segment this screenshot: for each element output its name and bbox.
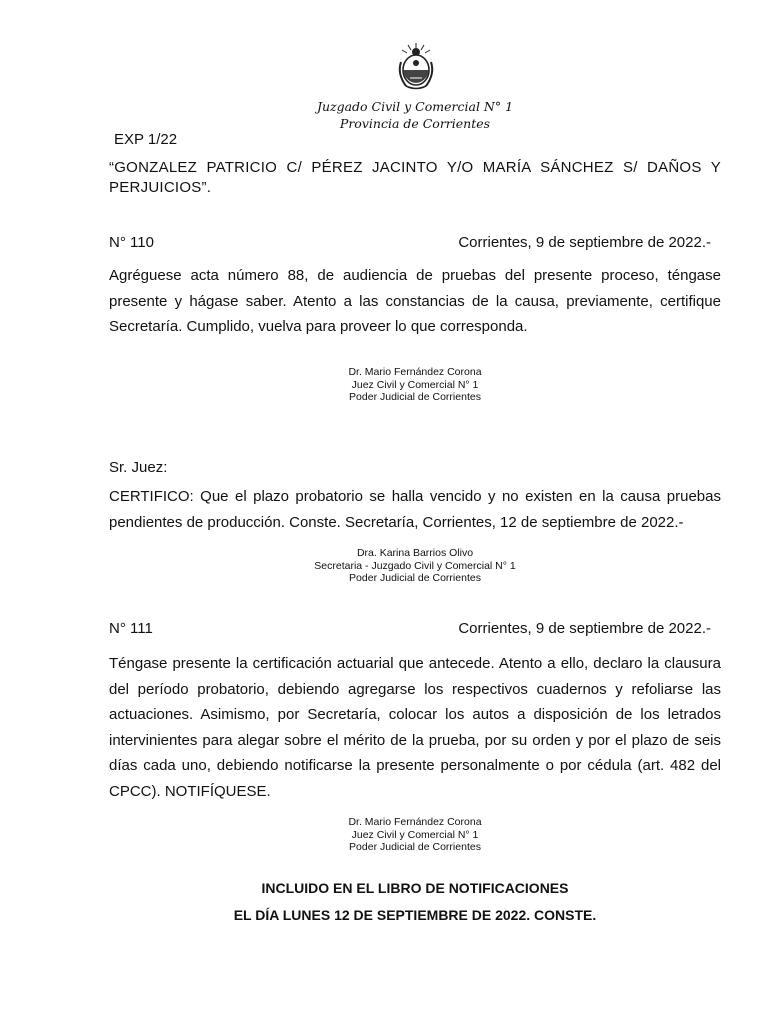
coat-of-arms-icon <box>394 42 438 92</box>
decree-111-date: Corrientes, 9 de septiembre de 2022.- <box>458 620 711 637</box>
court-name: Juzgado Civil y Comercial N° 1 <box>316 99 514 114</box>
decree-110-header <box>109 234 711 251</box>
decree-111-header <box>109 620 711 637</box>
case-number: EXP 1/22 <box>114 131 178 148</box>
case-title: “GONZALEZ PATRICIO C/ PÉREZ JACINTO Y/O MARÍA SÁNCHEZ S/ DAÑOS Y PERJUICIOS”. <box>109 159 721 196</box>
signature-name: Dra. Karina Barrios Olivo <box>356 547 474 559</box>
signature-name: Dr. Mario Fernández Corona <box>348 816 482 828</box>
decree-111-number: N° 111 <box>109 620 153 637</box>
court-province: Provincia de Corrientes <box>339 116 491 131</box>
signature-office: Poder Judicial de Corrientes <box>349 572 481 584</box>
certification-text: CERTIFICO: Que el plazo probatorio se halla vencido y no existen en la causa pruebas pendientes de producción. Conste. Secretaría, Corrientes, 12 de septiembre de 2022.- <box>109 488 721 531</box>
salutation: Sr. Juez: <box>109 459 168 476</box>
decree-111-signature <box>0 816 768 854</box>
notification-line-2: EL DÍA LUNES 12 DE SEPTIEMBRE DE 2022. CONSTE. <box>233 907 597 923</box>
decree-110-text: Agréguese acta número 88, de audiencia de pruebas del presente proceso, téngase presente y hágase saber. Atento a las constancias de la causa, previamente, certifique Secretaría. Cumplido, vuelva para proveer lo que corresponda. <box>109 267 721 335</box>
signature-office: Poder Judicial de Corrientes <box>349 841 481 853</box>
signature-role: Secretaria - Juzgado Civil y Comercial N° 1 <box>314 559 516 572</box>
signature-office: Poder Judicial de Corrientes <box>349 391 481 403</box>
decree-110-number: N° 110 <box>109 234 154 251</box>
decree-110-signature <box>0 366 768 404</box>
certification-signature <box>0 547 768 585</box>
signature-role: Juez Civil y Comercial N° 1 <box>351 378 479 391</box>
decree-110-date: Corrientes, 9 de septiembre de 2022.- <box>458 234 711 251</box>
decree-111-text: Téngase presente la certificación actuarial que antecede. Atento a ello, declaro la clausura del período probatorio, debiendo agregarse los respectivos cuadernos y refoliarse las actuaciones. Asimismo, por Secretaría, colocar los autos a disposición de los letrados intervinientes para alegar sobre el mérito de la prueba, por su orden y por el plazo de seis días cada uno, debiendo notificarse la presente personalmente o por cédula (art. 482 del CPCC). NOTIFÍQUESE. <box>109 655 721 800</box>
signature-name: Dr. Mario Fernández Corona <box>348 366 482 378</box>
signature-role: Juez Civil y Comercial N° 1 <box>351 828 479 841</box>
notification-line-1: INCLUIDO EN EL LIBRO DE NOTIFICACIONES <box>261 880 569 896</box>
